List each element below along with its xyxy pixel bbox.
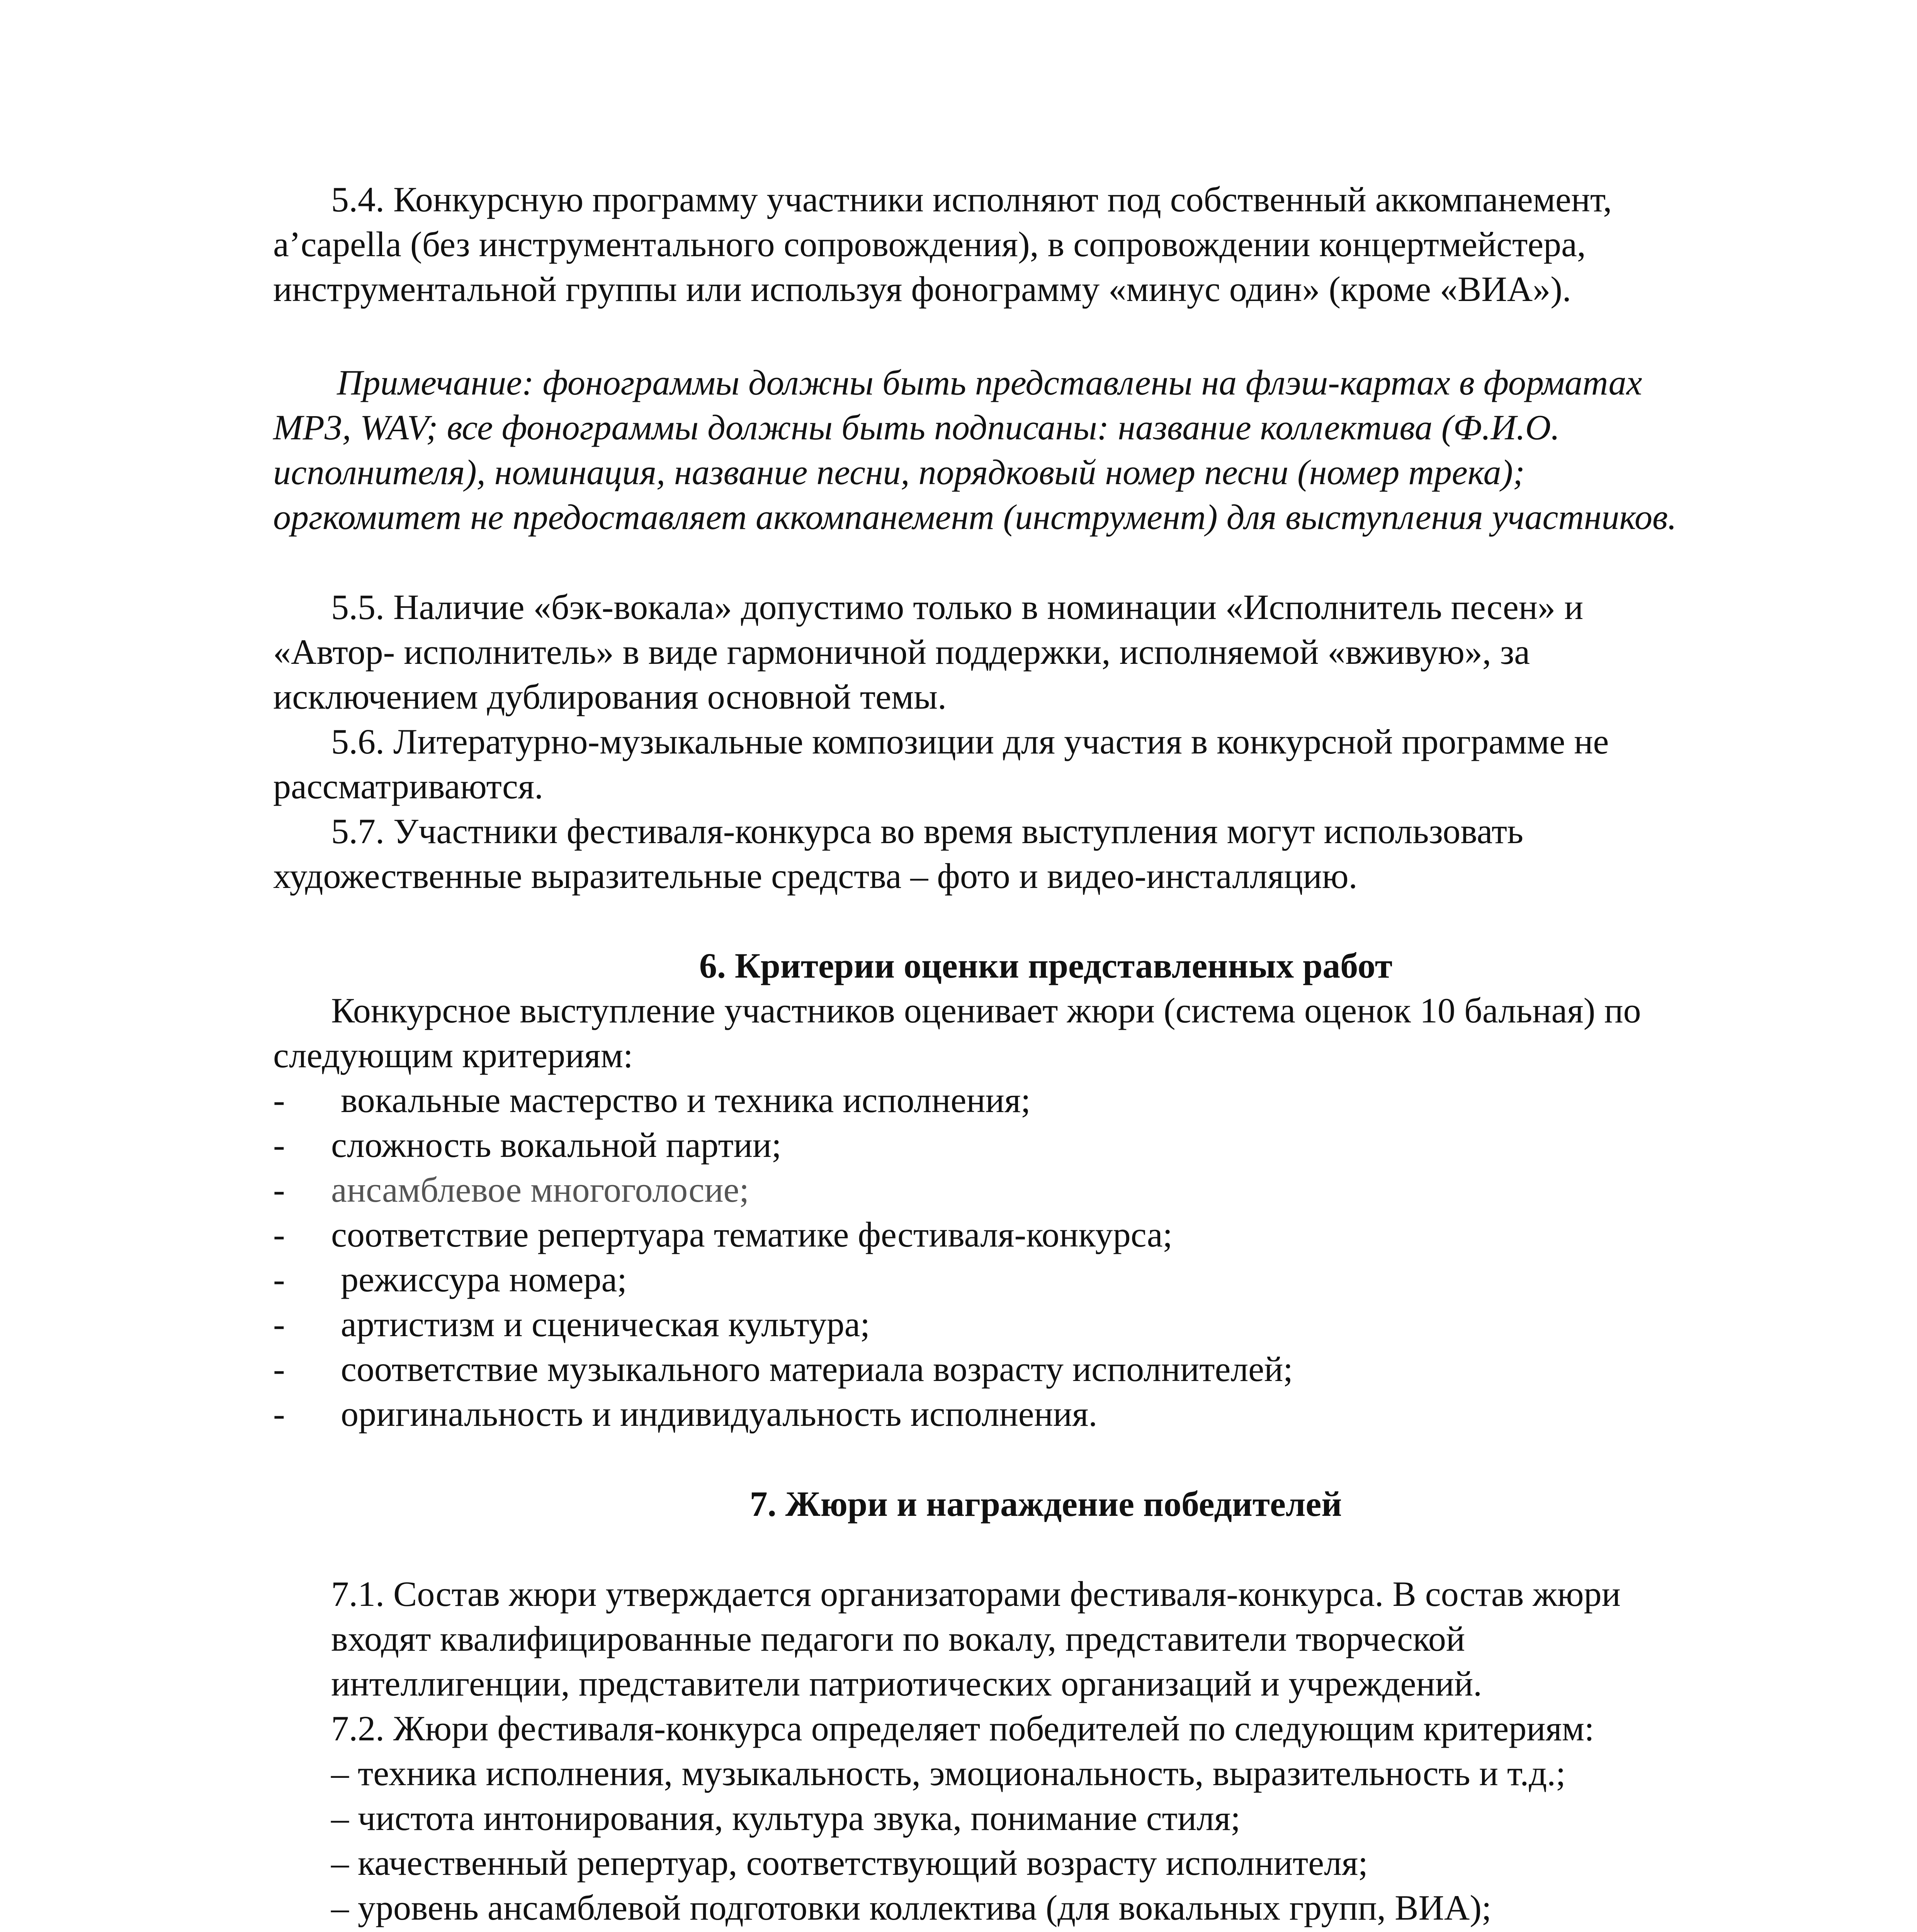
text-line: 5.7. Участники фестиваля-конкурса во время выступления могут использовать [331,811,1524,851]
list-item-text: соответствие музыкального материала возрасту исполнителей; [341,1349,1293,1389]
text-line: 5.4. Конкурсную программу участники исполняют под собственный аккомпанемент, [331,180,1612,219]
text-line: оргкомитет не предоставляет аккомпанемент (инструмент) для выступления участников. [273,497,1677,537]
text-line: – уровень ансамблевой подготовки коллектива (для вокальных групп, ВИА); [331,1888,1492,1927]
text-line: инструментальной группы или используя фонограмму «минус один» (кроме «ВИА»). [273,269,1571,309]
text-line: MP3, WAV; все фонограммы должны быть подписаны: название коллектива (Ф.И.О. [273,408,1560,447]
bullet-dash: - [273,1170,285,1209]
list-item [273,1167,1818,1212]
text-line: – чистота интонирования, культура звука, понимание стиля; [331,1798,1241,1838]
bullet-dash: - [273,1394,285,1434]
bullet-dash: - [273,1215,285,1254]
text-line: – качественный репертуар, соответствующий возрасту исполнителя; [331,1843,1368,1883]
list-item-text: сложность вокальной партии; [331,1125,782,1165]
text-line: следующим критериям: [273,1036,633,1075]
paragraph-5-6 [273,719,1818,809]
list-item [273,1212,1818,1257]
list-item-text: артистизм и сценическая культура; [341,1304,870,1344]
text-line: 5.6. Литературно-музыкальные композиции для участия в конкурсной программе не [331,722,1609,761]
paragraph-5-5 [273,585,1818,719]
text-line: исключением дублирования основной темы. [273,677,947,716]
section-6-intro [273,988,1818,1078]
criteria-list [273,1078,1818,1436]
bullet-dash: - [273,1349,285,1389]
list-item [273,1122,1818,1167]
text-line: 7.1. Состав жюри утверждается организаторами фестиваля-конкурса. В состав жюри [331,1574,1621,1614]
list-item-text: вокальные мастерство и техника исполнения; [341,1080,1031,1120]
text-line: – техника исполнения, музыкальность, эмоциональность, выразительность и т.д.; [331,1753,1566,1793]
bullet-dash: - [273,1260,285,1299]
bullet-dash: - [273,1125,285,1165]
text-line: a’capella (без инструментального сопровождения), в сопровождении концертмейстера, [273,224,1586,264]
list-item [273,1302,1818,1347]
bullet-dash: - [273,1080,285,1120]
text-line: «Автор- исполнитель» в виде гармоничной поддержки, исполняемой «вживую», за [273,632,1530,672]
list-item [273,1391,1818,1436]
bullet-dash: - [273,1304,285,1344]
note-paragraph [273,360,1818,539]
paragraph-5-7 [273,809,1818,898]
list-item [273,1347,1818,1391]
section-6-heading: 6. Критерии оценки представленных работ [699,946,1393,985]
text-line: художественные выразительные средства – фото и видео-инсталляцию. [273,856,1358,896]
list-item-text: режиссура номера; [341,1260,627,1299]
list-item-text: ансамблевое многоголосие; [331,1170,749,1209]
text-line: Примечание: фонограммы должны быть представлены на флэш-картах в форматах [337,363,1642,402]
section-7-body [331,1571,1876,1932]
list-item-text: оригинальность и индивидуальность исполнения. [341,1394,1098,1434]
list-item-text: соответствие репертуара тематике фестиваля-конкурса; [331,1215,1173,1254]
list-item [273,1078,1818,1122]
text-line: 5.5. Наличие «бэк-вокала» допустимо только в номинации «Исполнитель песен» и [331,587,1584,627]
paragraph-5-4 [273,177,1818,311]
text-line: входят квалифицированные педагоги по вокалу, представители творческой [331,1619,1465,1658]
text-line: 7.2. Жюри фестиваля-конкурса определяет победителей по следующим критериям: [331,1709,1594,1748]
text-line: рассматриваются. [273,767,544,806]
section-7-heading: 7. Жюри и награждение победителей [749,1484,1342,1524]
text-line: Конкурсное выступление участников оценивает жюри (система оценок 10 бальная) по [331,991,1641,1030]
text-line: исполнителя), номинация, название песни, порядковый номер песни (номер трека); [273,452,1525,492]
text-line [331,1930,1876,1932]
text-line: интеллигенции, представители патриотических организаций и учреждений. [331,1664,1482,1703]
list-item [273,1257,1818,1302]
